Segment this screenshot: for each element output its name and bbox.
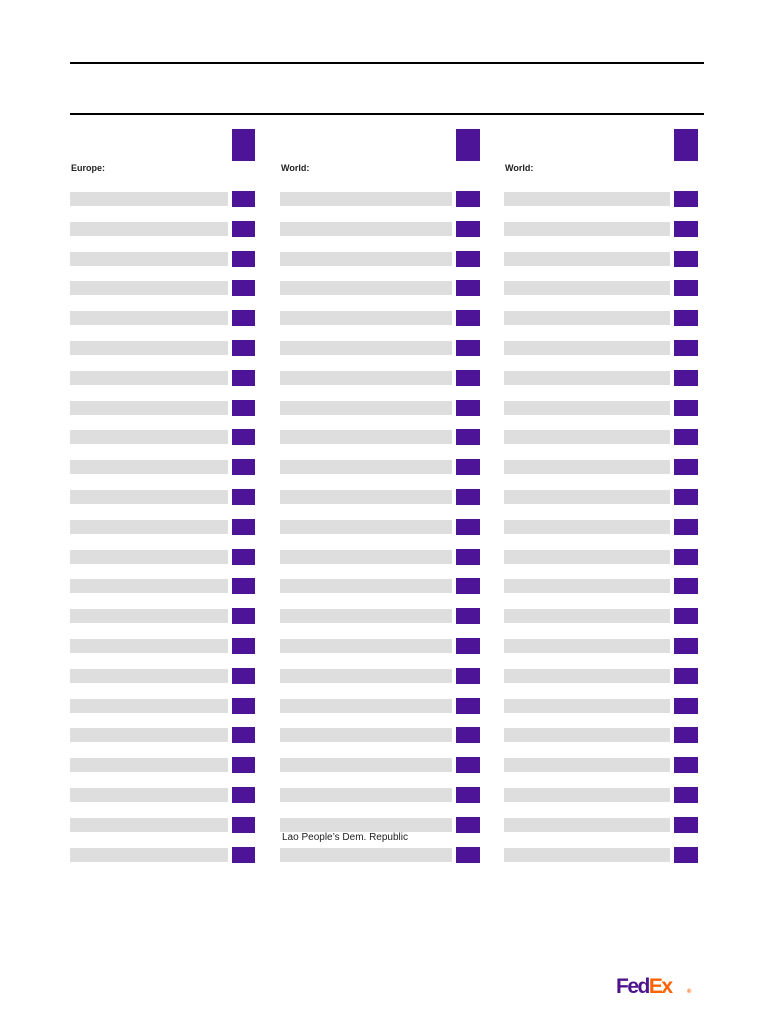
country-checkbox[interactable] [674,549,698,565]
country-checkbox[interactable] [456,549,480,565]
country-field[interactable] [504,460,670,474]
country-checkbox[interactable] [674,727,698,743]
country-checkbox[interactable] [674,519,698,535]
country-field[interactable] [280,281,452,295]
country-field[interactable] [280,669,452,683]
country-field[interactable] [280,490,452,504]
country-field[interactable] [504,848,670,862]
country-checkbox[interactable] [456,757,480,773]
country-field[interactable] [280,401,452,415]
country-field[interactable] [70,609,228,623]
country-checkbox[interactable] [232,280,255,296]
column-header-box [674,129,698,161]
country-field[interactable] [504,311,670,325]
country-field[interactable] [70,192,228,206]
country-field[interactable] [280,311,452,325]
country-field[interactable] [280,371,452,385]
country-field[interactable] [504,252,670,266]
country-checkbox[interactable] [232,787,255,803]
country-checkbox[interactable] [232,817,255,833]
country-field[interactable] [280,609,452,623]
country-checkbox[interactable] [674,787,698,803]
country-checkbox[interactable] [674,429,698,445]
country-checkbox[interactable] [456,340,480,356]
country-checkbox[interactable] [456,280,480,296]
country-field[interactable] [70,848,228,862]
country-field[interactable] [70,460,228,474]
country-field[interactable] [280,728,452,742]
country-field[interactable] [280,639,452,653]
country-field[interactable] [504,192,670,206]
country-field[interactable] [70,669,228,683]
country-field[interactable] [280,430,452,444]
country-field[interactable] [70,639,228,653]
country-checkbox[interactable] [456,638,480,654]
country-field[interactable] [280,579,452,593]
country-field[interactable] [70,550,228,564]
country-field[interactable] [504,788,670,802]
country-checkbox[interactable] [674,191,698,207]
registered-mark: ® [687,989,692,995]
country-checkbox[interactable] [674,638,698,654]
country-checkbox[interactable] [674,400,698,416]
country-field[interactable] [280,818,452,832]
country-checkbox[interactable] [674,340,698,356]
country-checkbox[interactable] [456,459,480,475]
country-checkbox[interactable] [456,429,480,445]
country-checkbox[interactable] [232,698,255,714]
country-field[interactable] [280,222,452,236]
country-field[interactable] [70,728,228,742]
country-field[interactable] [70,341,228,355]
country-field[interactable] [70,430,228,444]
country-checkbox[interactable] [456,578,480,594]
country-field[interactable] [504,758,670,772]
country-field[interactable] [504,222,670,236]
country-checkbox[interactable] [674,757,698,773]
country-field[interactable] [504,728,670,742]
country-checkbox[interactable] [674,310,698,326]
country-field[interactable] [70,311,228,325]
country-field[interactable] [280,192,452,206]
column-heading: World: [505,163,534,173]
country-field[interactable] [70,490,228,504]
country-checkbox[interactable] [232,370,255,386]
column-header-box [456,129,480,161]
country-field[interactable] [70,252,228,266]
fedex-logo [616,976,672,997]
country-field[interactable] [280,699,452,713]
country-checkbox[interactable] [674,608,698,624]
country-field[interactable] [504,341,670,355]
country-checkbox[interactable] [674,221,698,237]
country-field[interactable] [280,520,452,534]
country-checkbox[interactable] [232,608,255,624]
country-checkbox[interactable] [232,757,255,773]
header-bottom-rule [70,113,704,115]
country-checkbox[interactable] [674,668,698,684]
country-field[interactable] [280,341,452,355]
country-checkbox[interactable] [456,787,480,803]
country-checkbox[interactable] [232,519,255,535]
country-field[interactable] [504,818,670,832]
country-field[interactable] [504,669,670,683]
country-checkbox[interactable] [674,578,698,594]
country-checkbox[interactable] [456,519,480,535]
country-checkbox[interactable] [674,251,698,267]
country-checkbox[interactable] [232,668,255,684]
country-checkbox[interactable] [674,817,698,833]
country-field[interactable] [504,699,670,713]
logo-fed: Fed [616,975,649,998]
country-field[interactable] [280,758,452,772]
country-field[interactable] [280,848,452,862]
country-checkbox[interactable] [456,698,480,714]
country-checkbox[interactable] [232,251,255,267]
country-field[interactable] [504,430,670,444]
country-field[interactable] [504,490,670,504]
country-checkbox[interactable] [456,310,480,326]
column-heading: World: [281,163,310,173]
country-field[interactable] [504,520,670,534]
country-checkbox[interactable] [456,251,480,267]
country-checkbox[interactable] [456,727,480,743]
country-checkbox[interactable] [232,847,255,863]
country-field[interactable] [70,281,228,295]
country-checkbox[interactable] [674,698,698,714]
country-checkbox[interactable] [456,370,480,386]
country-field[interactable] [504,371,670,385]
country-field[interactable] [280,252,452,266]
country-field[interactable] [504,579,670,593]
country-checkbox[interactable] [674,489,698,505]
country-field[interactable] [280,788,452,802]
country-checkbox[interactable] [232,489,255,505]
country-checkbox[interactable] [232,578,255,594]
country-checkbox[interactable] [232,221,255,237]
country-field[interactable] [504,609,670,623]
country-field[interactable] [280,460,452,474]
country-checkbox[interactable] [674,370,698,386]
country-checkbox[interactable] [456,668,480,684]
country-checkbox[interactable] [232,429,255,445]
country-checkbox[interactable] [232,340,255,356]
column-header-box [232,129,255,161]
column-heading: Europe: [71,163,106,173]
country-checkbox[interactable] [232,400,255,416]
country-checkbox[interactable] [456,400,480,416]
country-checkbox[interactable] [674,847,698,863]
country-checkbox[interactable] [456,817,480,833]
country-checkbox[interactable] [456,191,480,207]
country-field[interactable] [70,699,228,713]
country-checkbox[interactable] [232,459,255,475]
country-checkbox[interactable] [232,727,255,743]
country-checkbox[interactable] [232,191,255,207]
country-field[interactable] [504,550,670,564]
country-checkbox[interactable] [674,459,698,475]
logo-ex: Ex [648,975,672,998]
country-field[interactable] [70,788,228,802]
country-checkbox[interactable] [232,549,255,565]
country-checkbox[interactable] [456,608,480,624]
country-checkbox[interactable] [456,489,480,505]
country-field[interactable] [504,639,670,653]
country-field[interactable] [70,371,228,385]
country-field[interactable] [70,520,228,534]
country-label: Lao People’s Dem. Republic [282,832,409,843]
country-field[interactable] [280,550,452,564]
country-checkbox[interactable] [232,310,255,326]
country-field[interactable] [70,579,228,593]
country-checkbox[interactable] [232,638,255,654]
country-field[interactable] [70,758,228,772]
country-field[interactable] [70,222,228,236]
country-field[interactable] [504,281,670,295]
top-rule [70,62,704,64]
country-field[interactable] [504,401,670,415]
country-checkbox[interactable] [456,221,480,237]
country-checkbox[interactable] [456,847,480,863]
country-checkbox[interactable] [674,280,698,296]
country-field[interactable] [70,818,228,832]
country-field[interactable] [70,401,228,415]
